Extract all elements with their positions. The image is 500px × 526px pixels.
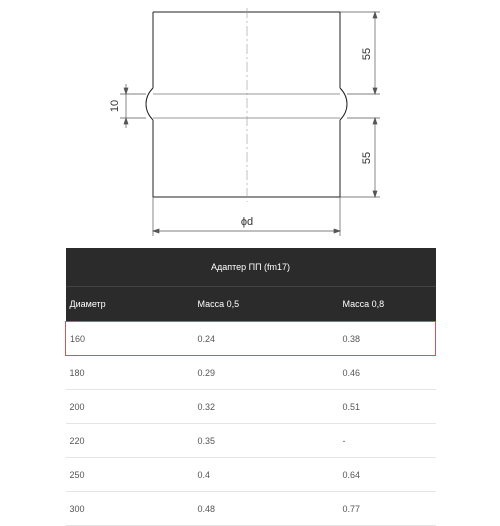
table-row[interactable] [66, 356, 436, 390]
cell-diameter: 180 [66, 356, 194, 390]
cell-mass-05: 0.32 [194, 390, 339, 424]
cell-mass-05: 0.29 [194, 356, 339, 390]
cell-diameter: 300 [66, 492, 194, 526]
cell-mass-05: 0.24 [194, 322, 339, 356]
cell-mass-05: 0.4 [194, 458, 339, 492]
table-header-row [66, 287, 436, 322]
cell-diameter: 160 [66, 322, 194, 356]
table-row[interactable] [66, 492, 436, 526]
mass-table [65, 248, 436, 526]
cell-mass-08: - [339, 424, 436, 458]
table-title: Адаптер ПП (fm17) [66, 248, 436, 287]
gap-dimension [120, 84, 146, 128]
cell-diameter: 200 [66, 390, 194, 424]
cell-mass-08: 0.77 [339, 492, 436, 526]
dim-bottom-label: 55 [361, 151, 373, 165]
header-mass-05: Масса 0,5 [194, 287, 339, 322]
dim-diameter-label: ϕd [240, 216, 254, 228]
mass-table-container [65, 248, 435, 514]
cell-mass-05: 0.48 [194, 492, 339, 526]
cell-mass-08: 0.64 [339, 458, 436, 492]
header-mass-08: Масса 0,8 [339, 287, 436, 322]
cell-mass-05: 0.35 [194, 424, 339, 458]
table-row[interactable] [66, 322, 436, 356]
cell-diameter: 250 [66, 458, 194, 492]
cell-mass-08: 0.38 [339, 322, 436, 356]
table-row[interactable] [66, 390, 436, 424]
dim-gap-label: 10 [109, 99, 121, 113]
header-diameter: Диаметр [66, 287, 194, 322]
table-title-row [66, 248, 436, 287]
cell-diameter: 220 [66, 424, 194, 458]
right-dimensions [340, 12, 380, 197]
adapter-technical-drawing [0, 0, 500, 245]
bead-lines [153, 94, 340, 118]
table-row[interactable] [66, 424, 436, 458]
cell-mass-08: 0.51 [339, 390, 436, 424]
adapter-outline [146, 12, 347, 197]
dim-top-label: 55 [361, 47, 373, 61]
table-row[interactable] [66, 458, 436, 492]
cell-mass-08: 0.46 [339, 356, 436, 390]
